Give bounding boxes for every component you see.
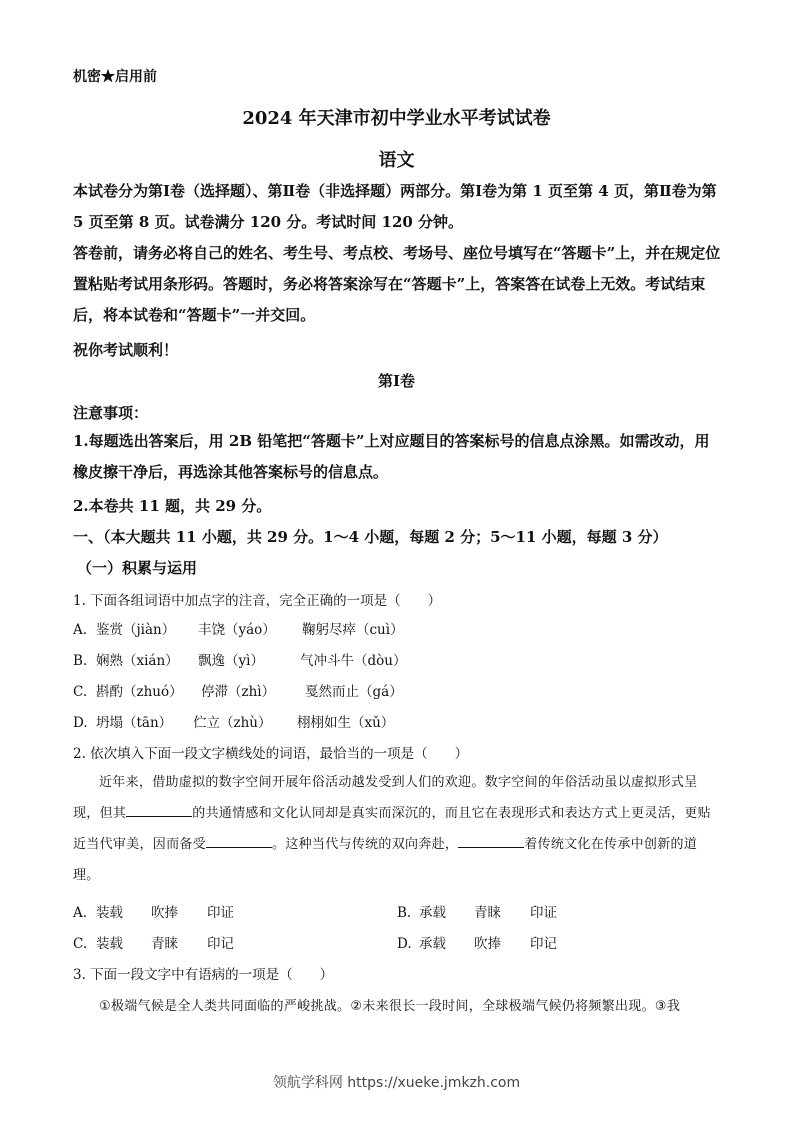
option-word: 鉴赏（jiàn） [96,622,176,638]
option-label: B. [397,905,412,921]
option-word: 飘逸（yì） [198,653,264,669]
option-label: A. [73,905,88,921]
option-word: 伫立（zhù） [193,715,272,731]
q1-option-c [73,680,403,700]
volume-1-heading: 第Ⅰ卷 [377,372,416,390]
exam-title: 2024 年天津市初中学业水平考试试卷 [242,108,551,129]
option-word: 承载 [419,936,446,952]
option-word: 戛然而止（gá） [305,684,403,700]
question-3-passage: ①极端气候是全人类共同面临的严峻挑战。②未来很长一段时间，全球极端气候仍将频繁出现。③我 [99,999,681,1014]
option-word: 印记 [207,936,234,952]
option-label: D. [397,936,412,952]
option-word: 坍塌（tān） [96,715,173,731]
fill-blank-3 [458,835,524,848]
q1-option-a [73,618,404,638]
option-word: 吹捧 [151,905,178,921]
q1-option-d [73,711,394,731]
q2-option-c [73,932,234,952]
footer-watermark: 领航学科网 https://xueke.jmkzh.com [272,1075,521,1091]
subject-title: 语文 [378,150,415,171]
q1-option-b [73,649,406,669]
option-word: 栩栩如生（xǔ） [297,715,395,731]
option-word: 印证 [530,905,557,921]
intro-paragraph-1: 本试卷分为第Ⅰ卷（选择题）、第Ⅱ卷（非选择题）两部分。第Ⅰ卷为第 1 页至第 4 页，第Ⅱ卷为第 5 页至第 8 页。试卷满分 120 分。考试时间 120 分钟。 [73,182,717,231]
question-1-stem: 1. 下面各组词语中加点字的注音，完全正确的一项是（ ） [73,593,442,609]
option-word: 装载 [96,905,123,921]
q2-option-d [397,932,557,952]
option-word: 娴熟（xián） [96,653,179,669]
fill-blank-2 [206,835,272,848]
question-2-stem: 2. 依次填入下面一段文字横线处的词语，最恰当的一项是（ ） [73,746,469,762]
option-label: C. [73,684,88,700]
q2-option-a [73,901,234,921]
passage-text: 的共通情感和文化认同却是真实而深沉的，而且它在表现形式和表达方式上更灵活，更贴近当代审美，因而备受 [73,806,711,852]
section-1-heading: 一、（本大题共 11 小题，共 29 分。1～4 小题，每题 2 分；5～11 小题，每题 3 分） [73,528,668,546]
option-word: 停滞（zhì） [201,684,276,700]
option-word: 斟酌（zhuó） [96,684,183,700]
option-word: 吹捧 [474,936,501,952]
notes-title: 注意事项： [73,404,149,422]
option-label: D. [73,715,88,731]
confidential-label: 机密★启用前 [73,69,157,85]
subsection-heading: （一）积累与运用 [77,559,198,577]
option-label: A. [73,622,88,638]
passage-text: 近年来，借助虚拟的数字空间开展年俗活动越发受到人们的欢迎。数字空间的年俗活动虽以虚拟形式呈现，但其 [73,775,698,821]
passage-text: 着传统文化在传承中创新的道理。 [73,837,698,883]
option-word: 承载 [419,905,446,921]
option-word: 气冲斗牛（dòu） [300,653,407,669]
option-word: 青睐 [151,936,178,952]
option-word: 装载 [96,936,123,952]
option-label: B. [73,653,88,669]
option-label: C. [73,936,88,952]
note-2: 2.本卷共 11 题，共 29 分。 [73,497,272,515]
option-word: 青睐 [474,905,501,921]
option-word: 丰饶（yáo） [198,622,276,638]
option-word: 印证 [207,905,234,921]
note-1: 1.每题选出答案后，用 2B 铅笔把“答题卡”上对应题目的答案标号的信息点涂黑。如需改动，用橡皮擦干净后，再选涂其他答案标号的信息点。 [73,432,710,481]
question-3-stem: 3. 下面一段文字中有语病的一项是（ ） [73,967,334,983]
intro-paragraph-2: 答卷前，请务必将自己的姓名、考生号、考点校、考场号、座位号填写在“答题卡”上，并在规定位置粘贴考试用条形码。答题时，务必将答案涂写在“答题卡”上，答案答在试卷上无效。考试结束后，将本试卷和“答题卡”一并交回。 [73,244,721,324]
passage-text: 。这种当代与传统的双向奔赴， [272,837,459,852]
q2-option-b [397,901,557,921]
fill-blank-1 [126,804,192,817]
option-word: 鞠躬尽瘁（cuì） [302,622,404,638]
option-word: 印记 [530,936,557,952]
good-luck-text: 祝你考试顺利！ [73,341,179,359]
question-2-passage [73,767,721,891]
